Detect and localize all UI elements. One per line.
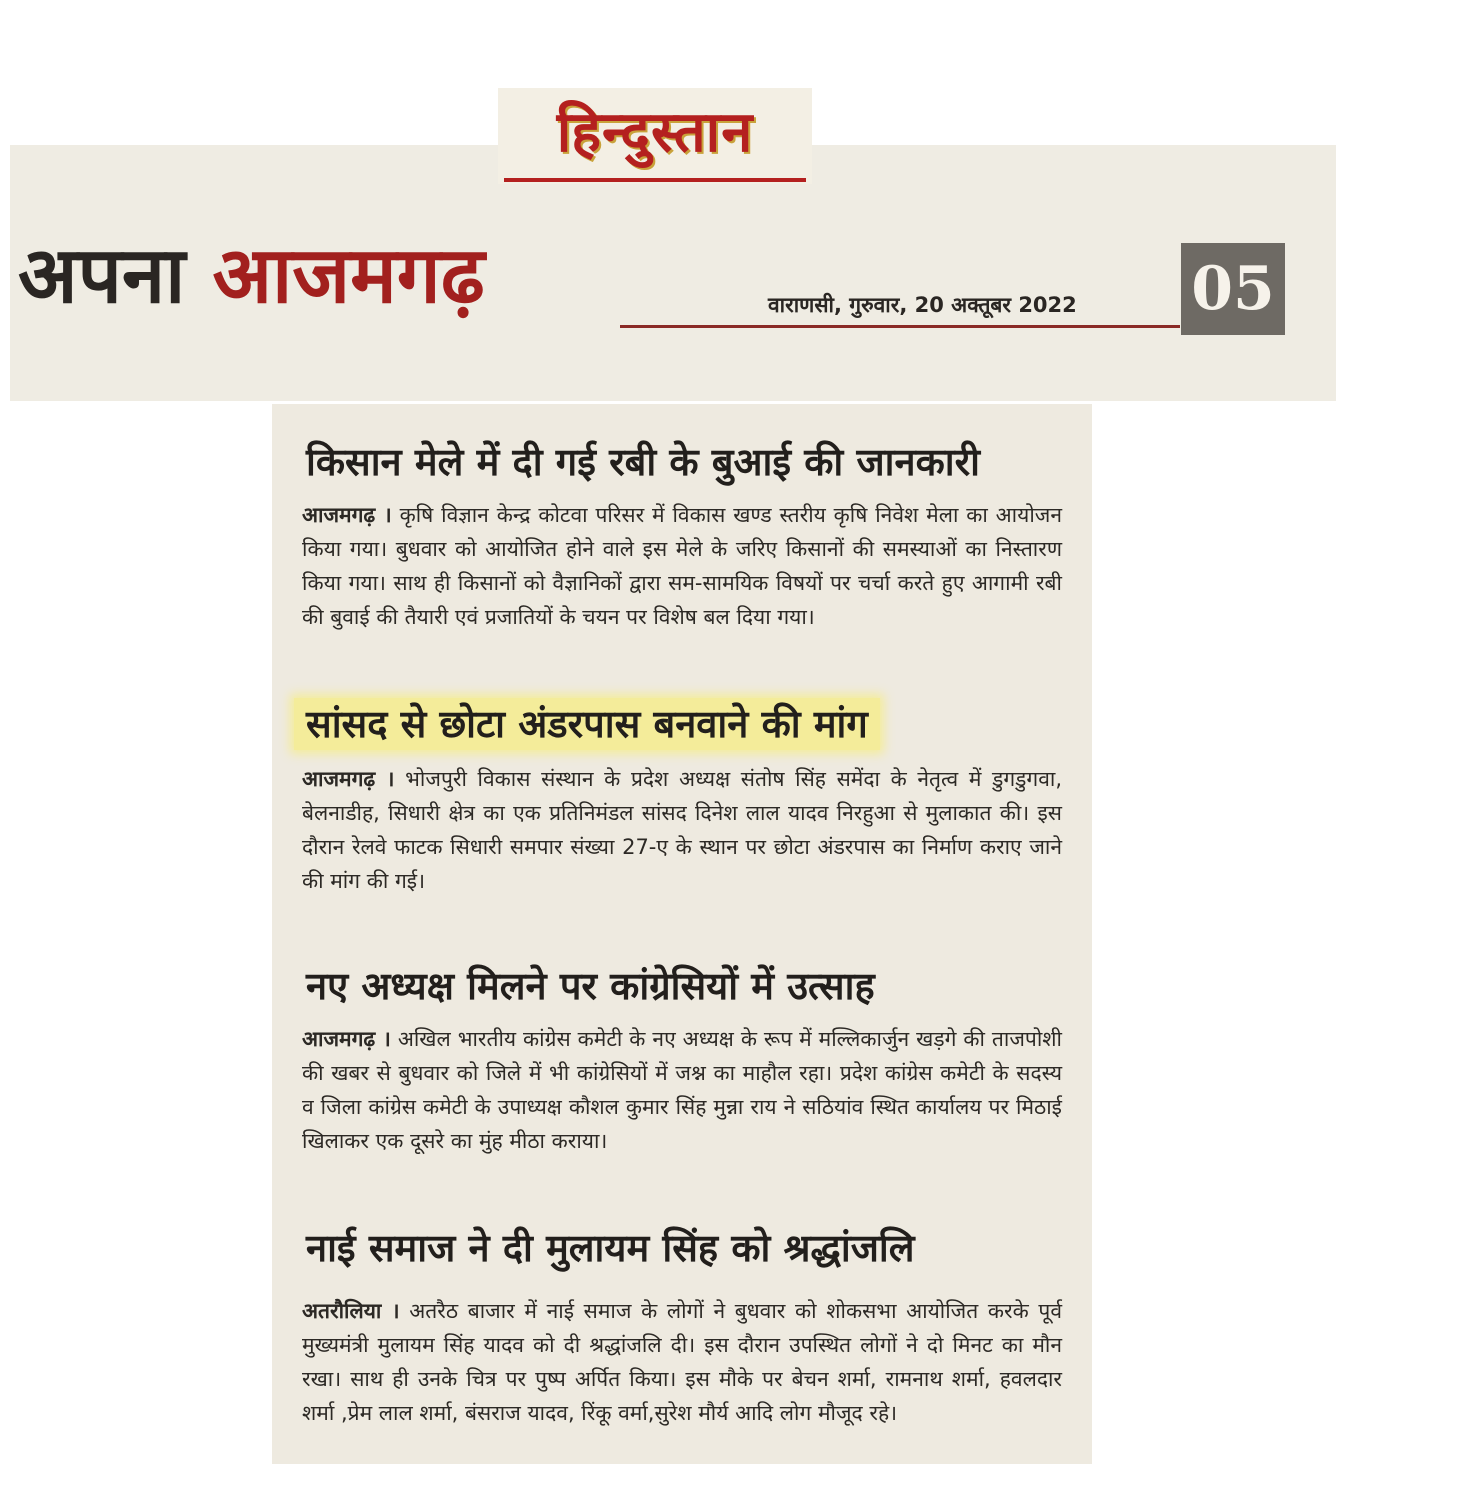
article-2 <box>272 700 1092 898</box>
article-body <box>272 498 1092 634</box>
dateline: वाराणसी, गुरुवार, 20 अक्तूबर 2022 <box>768 293 1077 317</box>
article-1 <box>272 438 1092 634</box>
article-headline: नए अध्यक्ष मिलने पर कांग्रेसियों में उत्साह <box>306 964 875 1008</box>
newspaper-logo-text: हिन्दुस्तान <box>556 100 754 165</box>
article-text: अखिल भारतीय कांग्रेस कमेटी के नए अध्यक्ष के रूप में मल्लिकार्जुन खड़गे की ताजपोशी की खबर से बुधवार को जिले में भी कांग्रेसियों में जश्न का माहौल रहा। प्रदेश कांग्रेस कमेटी के सदस्य व जिला कांग्रेस कमेटी के उपाध्यक्ष कौशल कुमार सिंह मुन्ना राय ने सठियांव स्थित कार्यालय पर मिठाई खिलाकर एक दूसरे का मुंह मीठा कराया। <box>302 1027 1062 1153</box>
news-clipping <box>272 404 1092 1464</box>
article-headline: किसान मेले में दी गई रबी के बुआई की जानकारी <box>306 440 981 484</box>
article-text: भोजपुरी विकास संस्थान के प्रदेश अध्यक्ष संतोष सिंह समेंदा के नेतृत्व में डुगडुगवा, बेलनाडीह, सिधारी क्षेत्र का एक प्रतिनिमंडल सांसद दिनेश लाल यादव निरहुआ से मुलाकात की। इस दौरान रेलवे फाटक सिधारी समपार संख्या 27-ए के स्थान पर छोटा अंडरपास का निर्माण कराए जाने की मांग की गई। <box>302 767 1062 893</box>
page-number-badge: 05 <box>1181 243 1285 335</box>
section-title-part1: अपना <box>18 231 186 321</box>
logo-underline <box>504 178 806 182</box>
header-divider <box>620 325 1180 328</box>
article-place: आजमगढ़ । <box>302 1027 391 1051</box>
article-body <box>272 1294 1092 1430</box>
section-title-part2: आजमगढ़ <box>212 231 485 321</box>
article-headline <box>272 700 1092 748</box>
article-text: कृषि विज्ञान केन्द्र कोटवा परिसर में विकास खण्ड स्तरीय कृषि निवेश मेला का आयोजन किया गया। बुधवार को आयोजित होने वाले इस मेले के जरिए किसानों की समस्याओं का निस्तारण किया गया। साथ ही किसानों को वैज्ञानिकों द्वारा सम-सामयिक विषयों पर चर्चा करते हुए आगामी रबी की बुवाई की तैयारी एवं प्रजातियों के चयन पर विशेष बल दिया गया। <box>302 503 1062 629</box>
article-body <box>272 762 1092 898</box>
article-place: अतरौलिया । <box>302 1299 400 1323</box>
section-title <box>18 231 485 321</box>
article-headline-text: सांसद से छोटा अंडरपास बनवाने की मांग <box>294 698 880 750</box>
article-4 <box>272 1224 1092 1430</box>
article-body <box>272 1022 1092 1158</box>
article-3 <box>272 962 1092 1158</box>
article-headline: नाई समाज ने दी मुलायम सिंह को श्रद्धांजलि <box>306 1226 915 1270</box>
article-place: आजमगढ़ । <box>302 767 395 791</box>
article-place: आजमगढ़ । <box>302 503 392 527</box>
article-text: अतरैठ बाजार में नाई समाज के लोगों ने बुधवार को शोकसभा आयोजित करके पूर्व मुख्यमंत्री मुलायम सिंह यादव को दी श्रद्धांजलि दी। इस दौरान उपस्थित लोगों ने दो मिनट का मौन रखा। साथ ही उनके चित्र पर पुष्प अर्पित किया। इस मौके पर बेचन शर्मा, रामनाथ शर्मा, हवलदार शर्मा ,प्रेम लाल शर्मा, बंसराज यादव, रिंकू वर्मा,सुरेश मौर्य आदि लोग मौजूद रहे। <box>302 1299 1062 1425</box>
newspaper-logo <box>498 88 812 184</box>
